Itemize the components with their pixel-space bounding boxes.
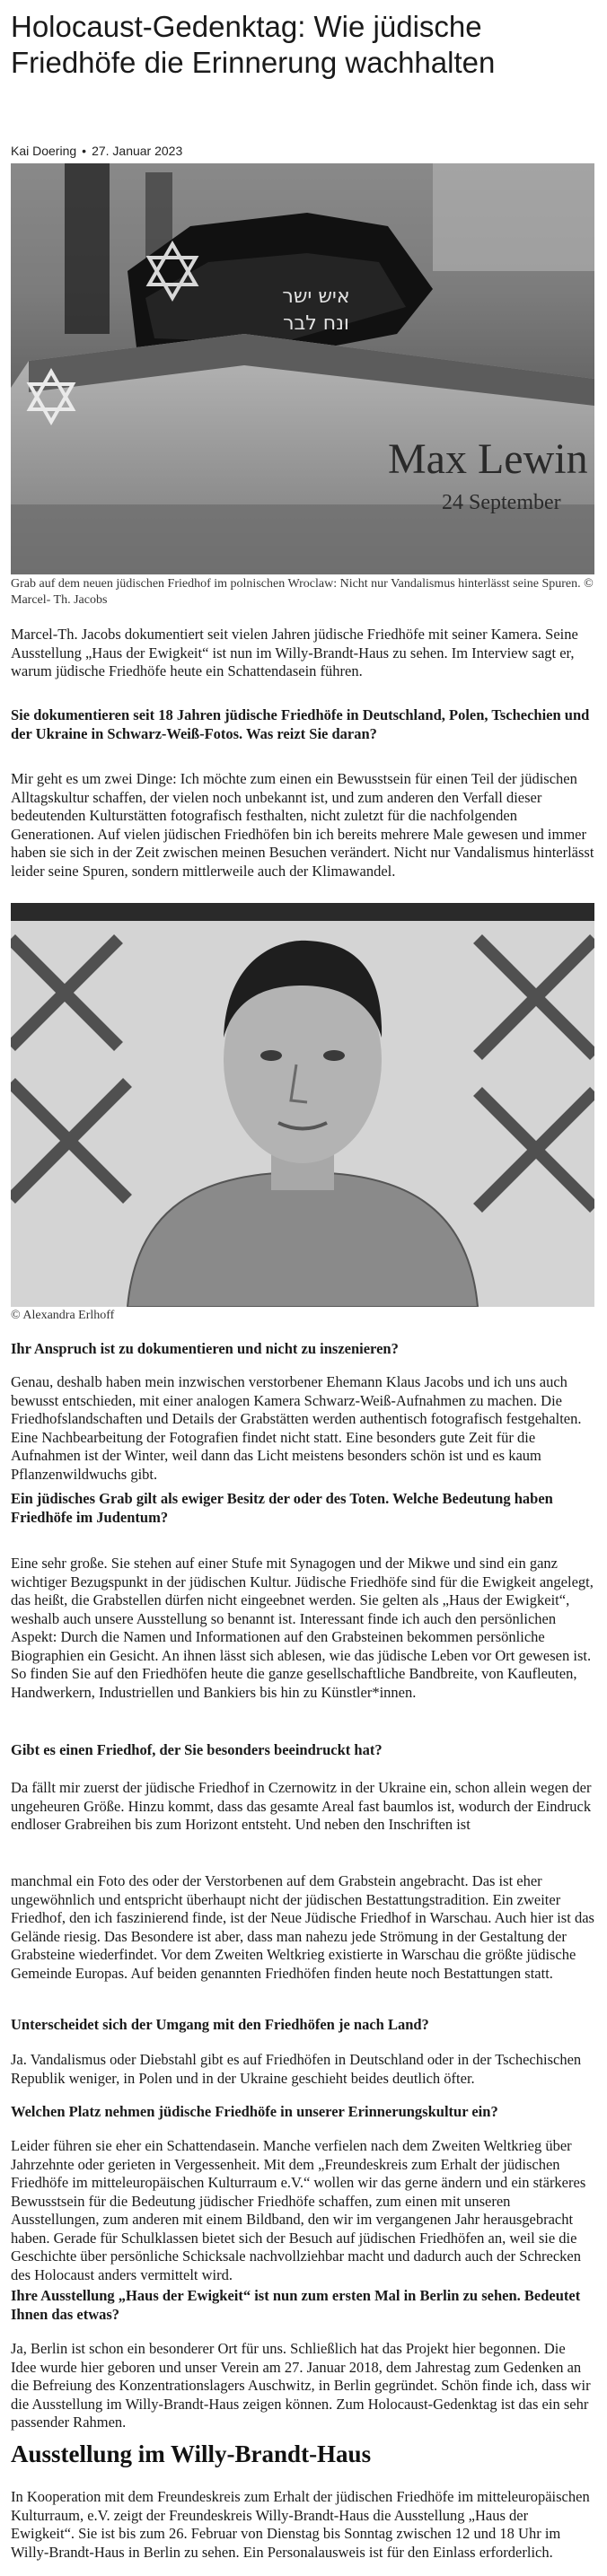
section-heading: Ausstellung im Willy-Brandt-Haus: [11, 2440, 372, 2467]
hebrew-inscription-2: ונח לבר: [283, 312, 349, 335]
question-4: Gibt es einen Friedhof, der Sie besonders beeindruckt hat?: [11, 1741, 383, 1758]
photo-caption-1: Grab auf dem neuen jüdischen Friedhof im polnischen Wroclaw: Nicht nur Vandalismus hinterlässt seine Spuren. © Marcel- Th. Jacobs: [11, 577, 594, 607]
question-5: Unterscheidet sich der Umgang mit den Friedhöfen je nach Land?: [11, 2016, 429, 2033]
answer-4-part-1: Da fällt mir zuerst der jüdische Friedhof in Czernowitz in der Ukraine ein, schon allein wegen der ungeheuren Größe. Hinzu kommt, dass das gesamte Areal fast baumlos ist, wodurch der Eindruck endloser Grabreihen bis zum Horizont entsteht. Und neben den Inschriften ist: [11, 1779, 592, 1833]
answer-4-part-2: manchmal ein Foto des oder der Verstorbenen auf dem Grabstein angebracht. Das ist eher ungewöhnlich und entspricht überhaupt nicht der jüdischen Bestattungstradition. Ein zweiter Friedhof, den ich faszinierend finde, ist der Neue Jüdische Friedhof in Warschau. Auch hier ist das Gelände riesig. Das Besondere ist aber, dass man nahezu jede Strömung in der Gestaltung der Grabsteine wiederfindet. Vor dem Zweiten Weltkrieg existierte in Warschau die größte jüdische Gemeinde Europas. Auf beiden genannten Friedhöfen finden heute noch Bestattungen statt.: [11, 1872, 594, 1982]
question-2: Ihr Anspruch ist zu dokumentieren und nicht zu inszenieren?: [11, 1340, 399, 1357]
answer-1: Mir geht es um zwei Dinge: Ich möchte zum einen ein Bewusstsein für einen Teil der jüdischen Alltagskultur schaffen, der vielen noch unbekannt ist, und zum anderen den Verfall dieser bedeutenden Kulturstätten fotografisch festhalten, nicht zuletzt für die nachfolgenden Generationen. Auf vielen jüdischen Friedhöfen bin ich bereits mehrere Male gewesen und immer haben sie sich in der Zeit zwischen meinen Besuchen verändert. Nicht nur Vandalismus hinterlässt leider seine Spuren, sondern mittlerweile auch der Klimawandel.: [11, 770, 594, 880]
question-3: Ein jüdisches Grab gilt als ewiger Besitz der oder des Toten. Welche Bedeutung haben Friedhöfe im Judentum?: [11, 1490, 553, 1526]
final-paragraph: In Kooperation mit dem Freundeskreis zum Erhalt der jüdischen Friedhöfe im mitteleuropäischen Kulturraum, e.V. zeigt der Freundeskreis Willy-Brandt-Haus die Ausstellung „Haus der Ewigkeit“. Sie ist bis zum 26. Februar von Dienstag bis Sonntag zwischen 12 und 18 Uhr im Willy-Brandt-Haus in Berlin zu sehen. Ein Personalausweis ist für den Einlass erforderlich.: [11, 2488, 590, 2561]
answer-7: Ja, Berlin ist schon ein besonderer Ort für uns. Schließlich hat das Projekt hier begonnen. Die Idee wurde hier geboren und unser Verein am 27. Januar 2018, dem Jahrestag zum Gedenken an die Befreiung des Konzentrationslagers Auschwitz, in Berlin gegründet. Schön finde ich, dass wir die Ausstellung im Willy-Brandt-Haus zeigen können. Zum Holocaust-Gedenktag ist das ein sehr passender Rahmen.: [11, 2340, 591, 2431]
portrait-illustration: [11, 903, 594, 1307]
gravestone-name: Max Lewin: [388, 435, 588, 483]
gravestone-illustration: [11, 163, 594, 574]
answer-2: Genau, deshalb haben mein inzwischen verstorbener Ehemann Klaus Jacobs und ich uns auch bewusst entschieden, mit einer analogen Kamera Schwarz-Weiß-Aufnahmen zu machen. Die Friedhofslandschaften und Details der Grabstätten werden authentisch fotografisch festgehalten. Eine Nachbearbeitung der Fotografien findet nicht statt. Eine besonders gute Zeit für die Aufnahmen ist der Winter, weil dann das Licht meistens besonders schön ist und es kaum Pflanzenwildwuchs gibt.: [11, 1373, 582, 1483]
hebrew-inscription-1: איש ישר: [282, 285, 350, 308]
photo-caption-2: © Alexandra Erlhoff: [11, 1309, 115, 1322]
question-1: Sie dokumentieren seit 18 Jahren jüdische Friedhöfe in Deutschland, Polen, Tschechien und der Ukraine in Schwarz-Weiß-Fotos. Was reizt Sie daran?: [11, 706, 590, 742]
intro-paragraph: Marcel-Th. Jacobs dokumentiert seit vielen Jahren jüdische Friedhöfe mit seiner Kamera. Seine Ausstellung „Haus der Ewigkeit“ ist nun im Willy-Brandt-Haus zu sehen. Im Interview sagt er, warum jüdische Friedhöfe heute ein Schattendasein führen.: [11, 626, 578, 679]
byline-separator: •: [82, 144, 87, 158]
gravestone-photo: [11, 163, 594, 574]
publish-date: 27. Januar 2023: [92, 144, 183, 158]
answer-5: Ja. Vandalismus oder Diebstahl gibt es auf Friedhöfen in Deutschland oder in der Tschechischen Republik weniger, in Polen und in der Ukraine geschieht beides deutlich öfter.: [11, 2051, 582, 2087]
answer-6: Leider führen sie eher ein Schattendasein. Manche verfielen nach dem Zweiten Weltkrieg über Jahrzehnte oder gerieten in Vergessenheit. Mit dem „Freundeskreis zum Erhalt der jüdischen Friedhöfe im mitteleuropäischen Kulturraum e.V.“ wollen wir das gerne ändern und ein stärkeres Bewusstsein für die Bedeutung jüdischer Friedhöfe schaffen, zum einen mit unseren Ausstellungen, zum anderen mit einem Bildband, den wir im vergangenen Jahr herausgebracht haben. Gerade für Schulklassen bietet sich der Besuch auf jüdischen Friedhöfen an, weil sie die Geschichte über persönliche Schicksale nachvollziehbar macht und dadurch auch der Schrecken des Holocaust anders vermittelt wird.: [11, 2137, 586, 2283]
author-name: Kai Doering: [11, 144, 77, 158]
question-6: Welchen Platz nehmen jüdische Friedhöfe in unserer Erinnerungskultur ein?: [11, 2103, 498, 2120]
article-title: Holocaust-Gedenktag: Wie jüdische Friedhöfe die Erinnerung wachhalten: [11, 10, 496, 79]
byline: [11, 144, 182, 158]
gravestone-date: 24 September: [442, 491, 561, 514]
answer-3: Eine sehr große. Sie stehen auf einer Stufe mit Synagogen und der Mikwe und sind ein ganz wichtiger Bezugspunkt in der jüdischen Kultur. Jüdische Friedhöfe sind für die Ewigkeit angelegt, das heißt, die Grabstellen dürfen nicht eingeebnet werden. Sie gelten als „Haus der Ewigkeit“, weshalb auch unsere Ausstellung so benannt ist. Interessant finde ich auch den persönlichen Aspekt: Durch die Namen und Informationen auf den Grabsteinen bekommen persönliche Biographien ein Gesicht. An ihnen lässt sich ablesen, wie das jüdische Leben vor Ort gewesen ist. So finden Sie auf den Friedhöfen heute die ganze gesellschaftliche Bandbreite, von Kaufleuten, Handwerkern, Industriellen und Bankiers bis hin zu Künstler*innen.: [11, 1555, 594, 1701]
question-7: Ihre Ausstellung „Haus der Ewigkeit“ ist nun zum ersten Mal in Berlin zu sehen. Bedeutet Ihnen das etwas?: [11, 2287, 581, 2323]
portrait-photo: [11, 903, 594, 1307]
